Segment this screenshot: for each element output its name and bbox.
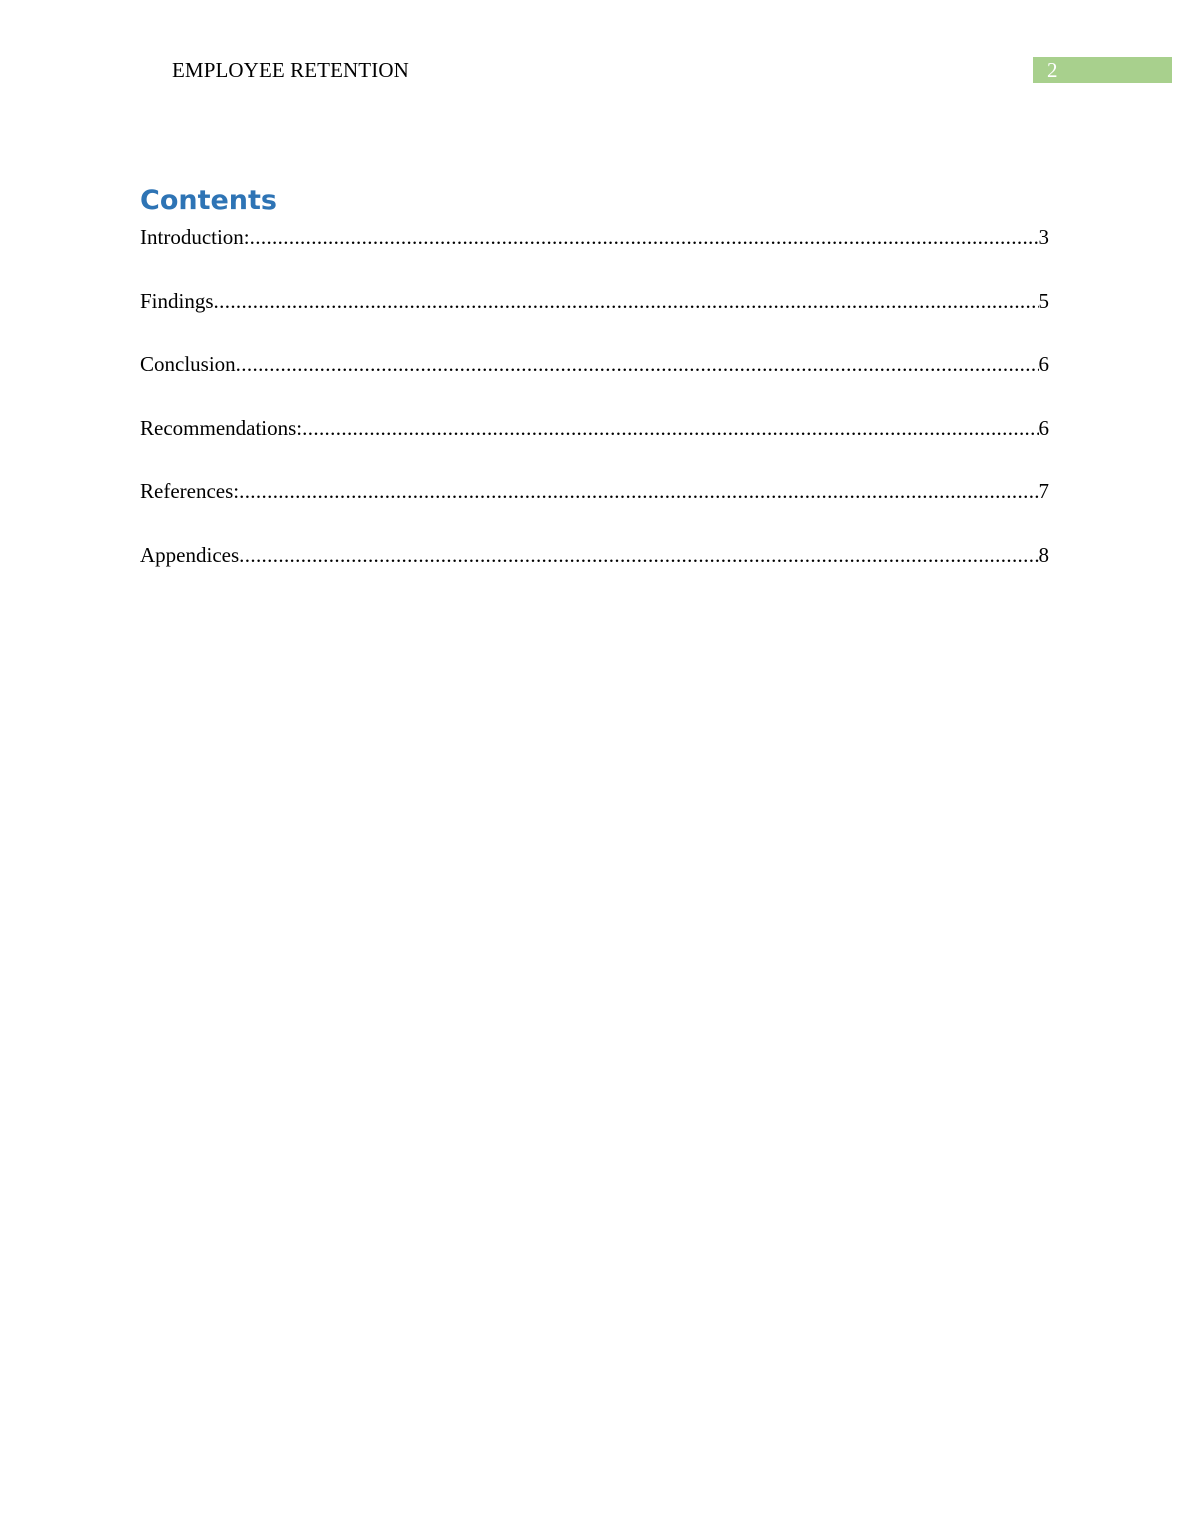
toc-dot-leader — [250, 224, 1039, 250]
toc-dot-leader — [239, 478, 1038, 504]
toc-entry-page: 8 — [1038, 542, 1049, 567]
toc-heading: Contents — [140, 185, 278, 216]
toc-entry-page: 6 — [1038, 352, 1049, 376]
table-of-contents — [140, 224, 1049, 605]
running-head: EMPLOYEE RETENTION — [172, 58, 409, 82]
toc-dot-leader — [239, 542, 1038, 568]
toc-entry-label: Recommendations: — [140, 415, 303, 440]
toc-entry-appendices[interactable] — [140, 542, 1049, 568]
toc-entry-page: 6 — [1038, 415, 1049, 440]
toc-entry-label: Introduction: — [140, 225, 250, 249]
toc-dot-leader — [214, 288, 1039, 314]
toc-entry-recommendations[interactable] — [140, 415, 1049, 441]
toc-entry-page: 7 — [1038, 479, 1049, 503]
toc-entry-findings[interactable] — [140, 288, 1049, 314]
toc-entry-introduction[interactable] — [140, 224, 1049, 250]
toc-entry-conclusion[interactable] — [140, 351, 1049, 377]
toc-entry-label: Findings — [140, 288, 214, 313]
toc-dot-leader — [236, 351, 1039, 377]
toc-entry-label: Appendices — [140, 542, 240, 567]
toc-entry-page: 3 — [1038, 225, 1049, 249]
toc-entry-references[interactable] — [140, 478, 1049, 504]
toc-entry-label: Conclusion — [140, 352, 236, 376]
toc-entry-page: 5 — [1038, 288, 1049, 313]
toc-entry-label: References: — [140, 479, 240, 503]
toc-dot-leader — [302, 415, 1038, 441]
page-number-box — [1033, 57, 1172, 83]
page-number: 2 — [1047, 58, 1058, 82]
